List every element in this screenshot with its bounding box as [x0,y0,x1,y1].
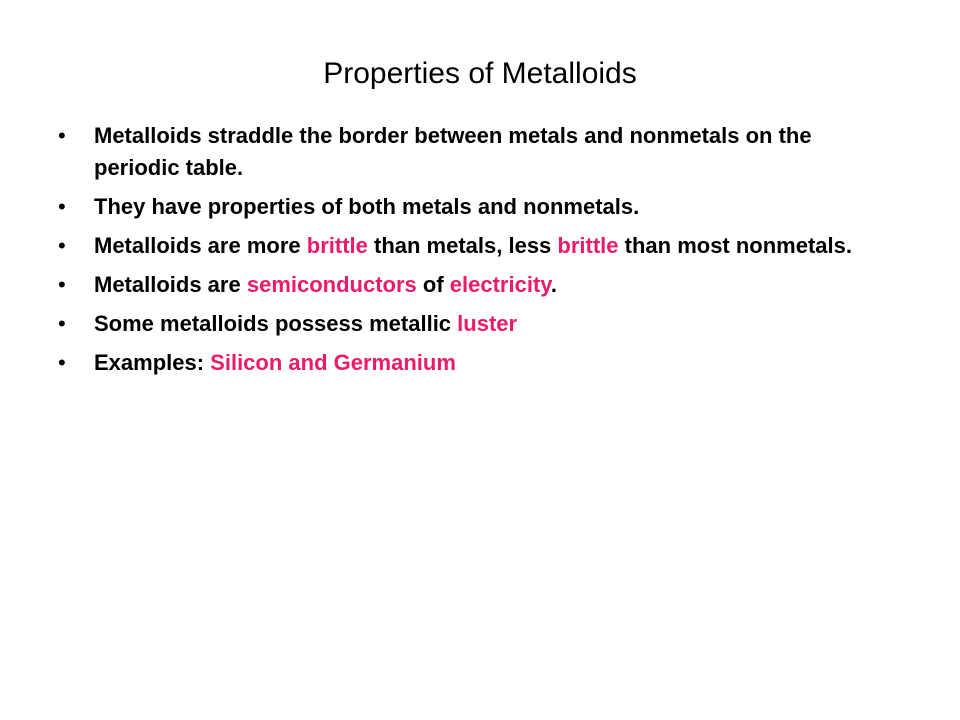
bullet-dot-icon: • [58,194,66,219]
bullet-text: . [550,272,558,297]
bullet-text: of [416,272,450,297]
bullet-dot-icon: • [58,311,66,336]
bullet-item-1 [58,120,898,184]
bullet-item-6 [58,347,898,379]
bullet-dot-icon: • [58,350,66,375]
bullet-text: Metalloids straddle the border between metals and nonmetals on the periodic table. [94,123,812,180]
highlight-term: Silicon and Germanium [210,350,456,375]
highlight-term: semiconductors [246,272,417,297]
bullet-item-3 [58,230,898,262]
bullet-text: Some metalloids possess metallic [94,311,458,336]
slide-title: Properties of Metalloids [323,57,637,90]
bullet-item-5 [58,308,898,340]
bullet-text: than most nonmetals. [618,233,853,258]
bullet-text: Metalloids are [94,272,247,297]
bullet-dot-icon: • [58,272,66,297]
highlight-term: luster [457,311,518,336]
bullet-dot-icon: • [58,233,66,258]
bullet-list [58,120,898,386]
highlight-term: brittle [306,233,368,258]
bullet-item-2 [58,191,898,223]
bullet-item-4 [58,269,898,301]
highlight-term: electricity [449,272,551,297]
bullet-text: than metals, less [367,233,558,258]
highlight-term: brittle [557,233,619,258]
bullet-dot-icon: • [58,123,66,148]
bullet-text: Examples: [94,350,211,375]
bullet-text: Metalloids are more [94,233,307,258]
bullet-text: They have properties of both metals and nonmetals. [94,194,640,219]
